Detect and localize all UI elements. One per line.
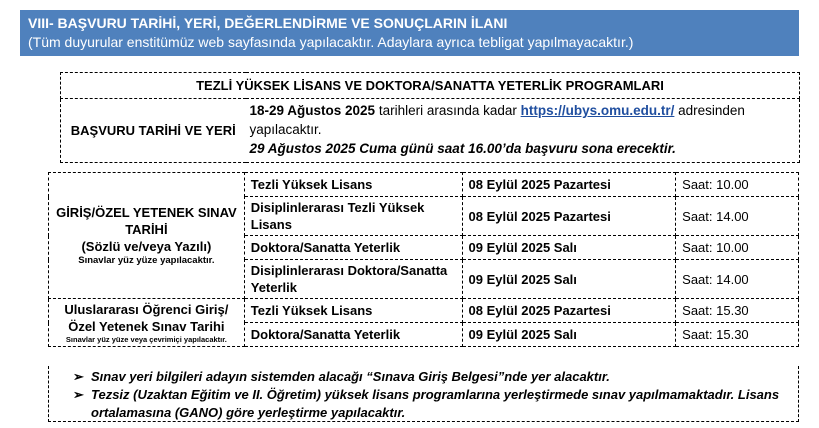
arrow-bullet-icon: ➢ xyxy=(73,387,84,402)
exam-date: 08 Eylül 2025 Pazartesi xyxy=(462,299,676,323)
exam-date: 08 Eylül 2025 Pazartesi xyxy=(462,197,676,236)
exam-program: Tezli Yüksek Lisans xyxy=(244,173,462,197)
section-title: VIII- BAŞVURU TARİHİ, YERİ, DEĞERLENDİRME VE SONUÇLARIN İLANI xyxy=(28,15,508,31)
exam-time: Saat: 15.30 xyxy=(676,299,799,323)
section-subtitle: (Tüm duyurular enstitümüz web sayfasında yapılacaktır. Adaylara ayrıca tebligat yapılmayacaktır.) xyxy=(28,34,634,50)
note-text: Sınav yeri bilgileri adayın sistemden alacağı “Sınava Giriş Belgesi”nde yer alacaktır. xyxy=(91,369,610,384)
exam-group-note: Sınavlar yüz yüze yapılacaktır. xyxy=(78,255,215,266)
exam-time: Saat: 10.00 xyxy=(676,173,799,197)
exam-date: 09 Eylül 2025 Salı xyxy=(462,236,676,260)
exam-program: Doktora/Sanatta Yeterlik xyxy=(244,323,462,347)
table-row xyxy=(49,173,799,197)
arrow-bullet-icon: ➢ xyxy=(73,369,84,384)
table-row xyxy=(49,299,799,323)
exam-time: Saat: 14.00 xyxy=(676,197,799,236)
program-title: TEZLİ YÜKSEK LİSANS VE DOKTORA/SANATTA YETERLİK PROGRAMLARI xyxy=(61,73,800,99)
exam-group-international xyxy=(49,299,245,347)
exam-time: Saat: 15.30 xyxy=(676,323,799,347)
section-header xyxy=(20,10,799,56)
exam-date: 09 Eylül 2025 Salı xyxy=(462,260,676,299)
application-text-before-link: tarihleri arasında kadar xyxy=(375,103,521,118)
application-date-range: 18-29 Ağustos 2025 xyxy=(249,103,376,118)
note-item xyxy=(73,386,788,422)
exam-group-subtitle: (Sözlü ve/veya Yazılı) xyxy=(81,239,212,254)
exam-group-domestic xyxy=(49,173,245,299)
notes-box xyxy=(48,366,799,422)
application-deadline: 29 Ağustos 2025 Cuma günü saat 16.00’da başvuru sona erecektir. xyxy=(249,141,676,156)
note-item xyxy=(73,368,788,386)
exam-group-title: Uluslararası Öğrenci Giriş/Özel Yetenek Sınav Tarihi xyxy=(64,301,229,334)
application-table xyxy=(60,72,800,163)
exam-time: Saat: 10.00 xyxy=(676,236,799,260)
exam-time: Saat: 14.00 xyxy=(676,260,799,299)
exam-date: 08 Eylül 2025 Pazartesi xyxy=(462,173,676,197)
exam-program: Tezli Yüksek Lisans xyxy=(244,299,462,323)
exam-group-note: Sınavlar yüz yüze veya çevrimiçi yapılacaktır. xyxy=(65,334,227,344)
exam-group-title: GİRİŞ/ÖZEL YETENEK SINAV TARİHİ xyxy=(56,205,237,237)
exam-date: 09 Eylül 2025 Salı xyxy=(462,323,676,347)
exam-schedule-table xyxy=(48,172,799,347)
application-label: BAŞVURU TARİHİ VE YERİ xyxy=(61,99,246,163)
note-text: Tezsiz (Uzaktan Eğitim ve II. Öğretim) yüksek lisans programlarına yerleştirmede sınav yapılmamaktadır. Lisans ortalamasına (GANO) göre yerleştirme yapılacaktır. xyxy=(91,387,780,420)
application-text-after-link: adresinden yapılacaktır. xyxy=(249,103,745,137)
exam-program: Doktora/Sanatta Yeterlik xyxy=(244,236,462,260)
exam-program: Disiplinlerarası Doktora/Sanatta Yeterlik xyxy=(244,260,462,299)
ubys-link[interactable]: https://ubys.omu.edu.tr/ xyxy=(520,103,675,118)
application-info xyxy=(246,99,800,163)
exam-program: Disiplinlerarası Tezli Yüksek Lisans xyxy=(244,197,462,236)
